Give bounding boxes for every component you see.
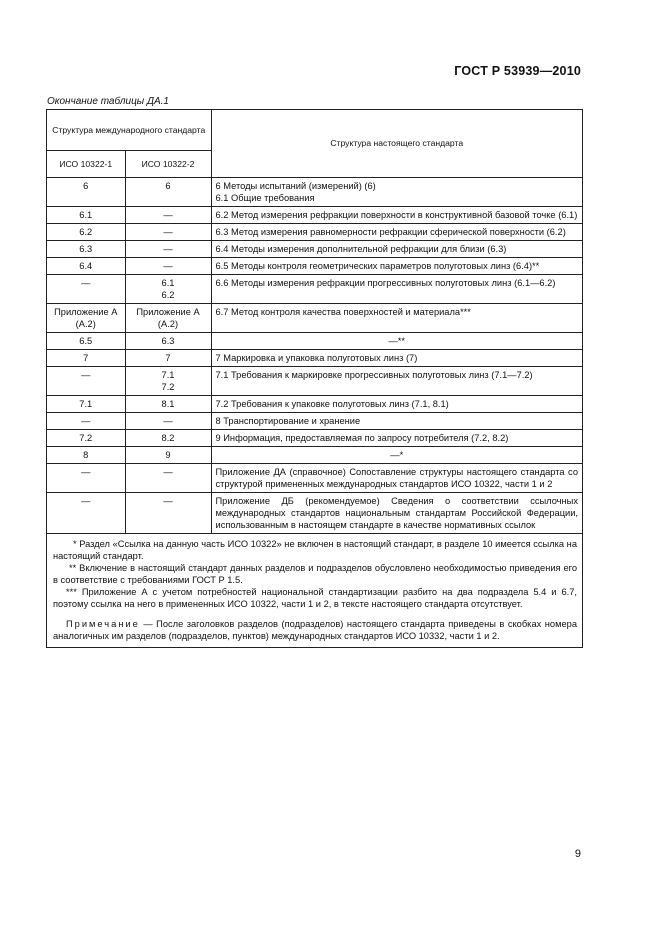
cell-national-section: 7 Маркировка и упаковка полуготовых линз (7) <box>211 350 582 367</box>
table-row <box>47 367 582 396</box>
remark-label: Примечание <box>66 619 140 629</box>
table-row <box>47 350 582 367</box>
cell-iso-10322-1: 7.1 <box>47 396 125 413</box>
table-row <box>47 396 582 413</box>
cell-iso-10322-2: — <box>125 241 211 258</box>
table-notes <box>47 534 582 647</box>
table-row <box>47 241 582 258</box>
cell-national-section: 6.3 Метод измерения равномерности рефракции сферической поверхности (6.2) <box>211 224 582 241</box>
cell-iso-10322-1: 6.3 <box>47 241 125 258</box>
cell-iso-10322-1: — <box>47 493 125 534</box>
cell-iso-10322-1: 6.2 <box>47 224 125 241</box>
cell-iso-10322-2: — <box>125 224 211 241</box>
cell-iso-10322-1: — <box>47 413 125 430</box>
document-code: ГОСТ Р 53939—2010 <box>454 64 581 78</box>
cell-iso-10322-2: — <box>125 258 211 275</box>
remark-text: — После заголовков разделов (подразделов) настоящего стандарта приведены в скобках номера аналогичных им разделов (подразделов, пунктов) международных стандартов ИСО 10332, части 1 и 2. <box>53 619 577 641</box>
table-remark <box>53 618 577 642</box>
footnote-1: * Раздел «Ссылка на данную часть ИСО 10322» не включен в настоящий стандарт, в разделе 10 имеется ссылка на настоящий стандарт. <box>53 539 577 561</box>
header-national-structure: Структура настоящего стандарта <box>211 110 582 178</box>
table-row <box>47 413 582 430</box>
cell-iso-10322-1: 6.1 <box>47 207 125 224</box>
cell-national-section: Приложение ДА (справочное) Сопоставление структуры настоящего стандарта со структурой примененных международных стандартов ИСО 10322, части 1 и 2 <box>211 464 582 493</box>
comparison-table <box>47 110 582 534</box>
cell-national-section: 6.4 Методы измерения дополнительной рефракции для близи (6.3) <box>211 241 582 258</box>
cell-iso-10322-2: 8.2 <box>125 430 211 447</box>
cell-national-section: 7.1 Требования к маркировке прогрессивных полуготовых линз (7.1—7.2) <box>211 367 582 396</box>
cell-iso-10322-1: Приложение А (А.2) <box>47 304 125 333</box>
cell-iso-10322-1: 8 <box>47 447 125 464</box>
cell-iso-10322-2: — <box>125 207 211 224</box>
cell-iso-10322-1: 6.4 <box>47 258 125 275</box>
cell-national-section: 6 Методы испытаний (измерений) (6) 6.1 Общие требования <box>211 178 582 207</box>
cell-iso-10322-2: 7 <box>125 350 211 367</box>
header-international-structure: Структура международного стандарта <box>47 110 211 151</box>
table-row <box>47 258 582 275</box>
cell-national-section: 7.2 Требования к упаковке полуготовых линз (7.1, 8.1) <box>211 396 582 413</box>
table-row <box>47 430 582 447</box>
footnote-3: *** Приложение А с учетом потребностей национальной стандартизации разбито на два подраздела 5.4 и 6.7, поэтому ссылка на него в примененных ИСО 10322, части 1 и 2, в тексте настоящего стандарта отсутствует. <box>53 587 577 609</box>
cell-iso-10322-1: 6 <box>47 178 125 207</box>
table-row <box>47 464 582 493</box>
cell-iso-10322-2: 9 <box>125 447 211 464</box>
header-iso-10322-1: ИСО 10322-1 <box>47 151 125 178</box>
cell-iso-10322-1: — <box>47 464 125 493</box>
table-row <box>47 178 582 207</box>
cell-iso-10322-2: — <box>125 493 211 534</box>
cell-iso-10322-1: 6.5 <box>47 333 125 350</box>
cell-iso-10322-1: — <box>47 275 125 304</box>
cell-iso-10322-2: 6.1 6.2 <box>125 275 211 304</box>
footnote-2: ** Включение в настоящий стандарт данных разделов и подразделов обусловлено необходимостью приведения его в соответствие с требованиями ГОСТ Р 1.5. <box>53 563 577 585</box>
cell-national-section: 6.6 Методы измерения рефракции прогрессивных полуготовых линз (6.1—6.2) <box>211 275 582 304</box>
cell-iso-10322-2: 6 <box>125 178 211 207</box>
table-row <box>47 333 582 350</box>
table-body <box>47 178 582 534</box>
cell-national-section: Приложение ДБ (рекомендуемое) Сведения о соответствии ссылочных международных стандартов национальным стандартам Российской Федерации, использованным в настоящем стандарте в качестве нормативных ссылок <box>211 493 582 534</box>
cell-national-section: 9 Информация, предоставляемая по запросу потребителя (7.2, 8.2) <box>211 430 582 447</box>
cell-iso-10322-1: 7.2 <box>47 430 125 447</box>
table-row <box>47 304 582 333</box>
cell-national-section: 6.5 Методы контроля геометрических параметров полуготовых линз (6.4)** <box>211 258 582 275</box>
table-row <box>47 224 582 241</box>
table-row <box>47 207 582 224</box>
table-row <box>47 275 582 304</box>
cell-iso-10322-2: 7.1 7.2 <box>125 367 211 396</box>
cell-iso-10322-2: — <box>125 464 211 493</box>
table-row <box>47 447 582 464</box>
cell-national-section: —* <box>211 447 582 464</box>
comparison-table-frame <box>46 109 583 648</box>
cell-iso-10322-1: 7 <box>47 350 125 367</box>
cell-iso-10322-2: Приложение А (А.2) <box>125 304 211 333</box>
cell-national-section: 6.2 Метод измерения рефракции поверхности в конструктивной базовой точке (6.1) <box>211 207 582 224</box>
cell-iso-10322-2: 6.3 <box>125 333 211 350</box>
table-row <box>47 493 582 534</box>
cell-national-section: 8 Транспортирование и хранение <box>211 413 582 430</box>
cell-iso-10322-1: — <box>47 367 125 396</box>
page-number: 9 <box>574 848 581 860</box>
cell-iso-10322-2: 8.1 <box>125 396 211 413</box>
table-caption: Окончание таблицы ДА.1 <box>47 96 169 107</box>
cell-national-section: 6.7 Метод контроля качества поверхностей и материала*** <box>211 304 582 333</box>
cell-iso-10322-2: — <box>125 413 211 430</box>
header-iso-10322-2: ИСО 10322-2 <box>125 151 211 178</box>
cell-national-section: —** <box>211 333 582 350</box>
